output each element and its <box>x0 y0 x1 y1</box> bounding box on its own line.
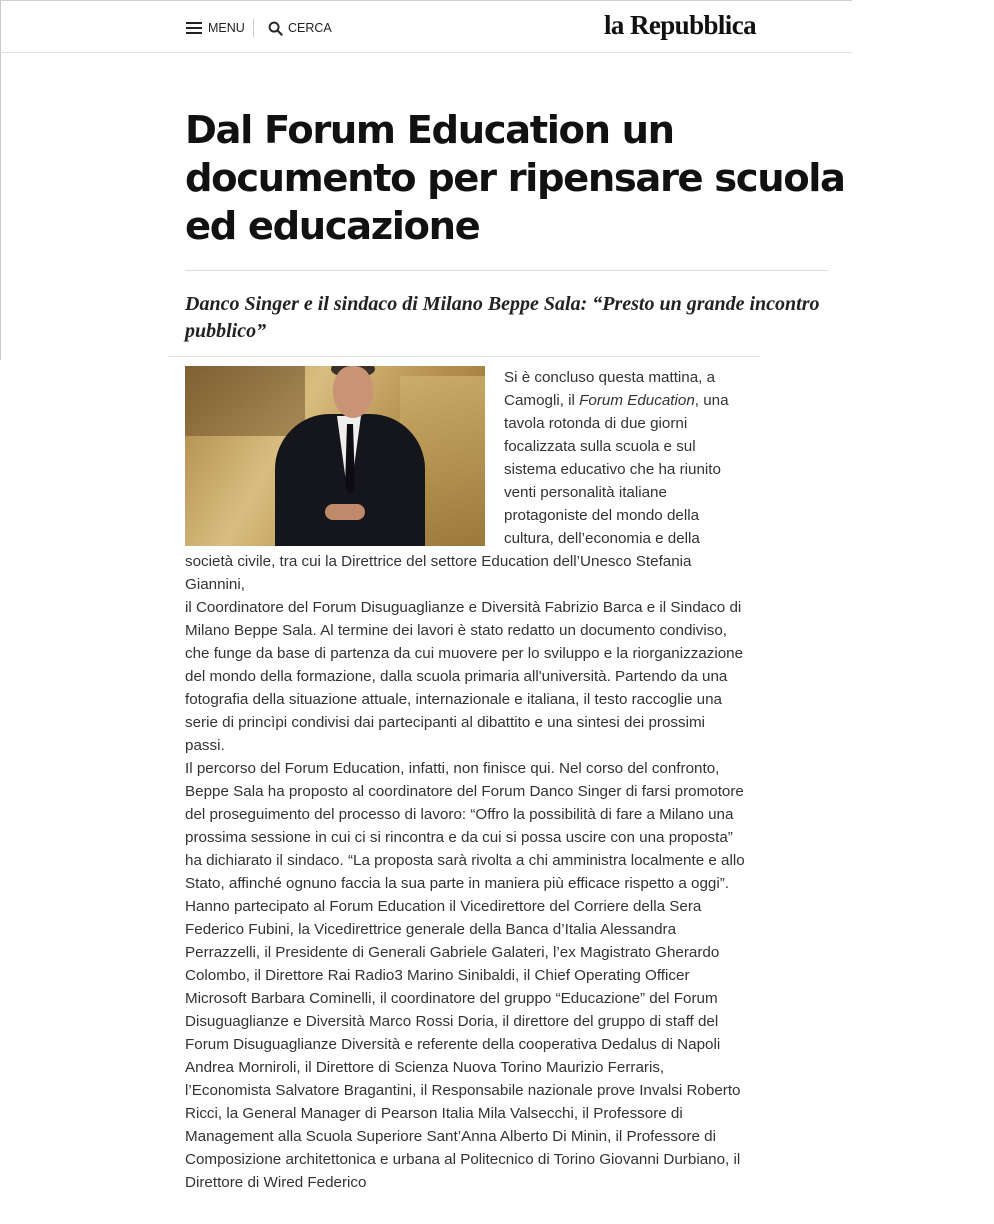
search-label: CERCA <box>288 21 332 35</box>
article-photo[interactable] <box>185 366 485 546</box>
article-paragraph-2: il Coordinatore del Forum Disuguaglianze e Diversità Fabrizio Barca e il Sindaco di Milano Beppe Sala. Al termine dei lavori è stato redatto un documento condiviso, che funge da base di partenza da cui muovere per lo sviluppo e la riorganizzazione del mondo della formazione, dalla scuola primaria all'università. Partendo da una fotografia della situazione attuale, internazionale e italiana, il testo raccoglie una serie di princìpi condivisi dai partecipanti al dibattito e una sintesi dei prossimi passi. <box>185 599 744 754</box>
page-left-border <box>0 0 1 360</box>
article-paragraph-3: Il percorso del Forum Education, infatti, non finisce qui. Nel corso del confronto, Beppe Sala ha proposto al coordinatore del Forum Danco Singer di farsi promotore del proseguimento del processo di lavoro: “Offro la possibilità di fare a Milano una prossima sessione in cui ci si rincontra e da cui si possa uscire con una proposta” ha dichiarato il sindaco. “La proposta sarà rivolta a chi amministra localmente e allo Stato, affinché ognuno faccia la sua parte in maniera più efficace rispetto a oggi”. <box>185 760 745 892</box>
hamburger-icon <box>186 22 202 34</box>
menu-button[interactable] <box>186 19 245 37</box>
header-divider <box>253 19 254 37</box>
headline-divider <box>185 270 828 271</box>
site-logo[interactable]: la Repubblica <box>604 10 756 40</box>
article-paragraph-1: Si è concluso questa mattina, a Camogli, il Forum Education, una tavola rotonda di due giorni focalizzata sulla scuola e sul sistema educativo che ha riunito venti personalità italiane protagoniste del mondo della cultura, dell’economia e della società civile, tra cui la Direttrice del settore Education dell’Unesco Stefania Giannini, <box>185 369 729 593</box>
top-header <box>0 0 852 53</box>
article-subtitle: Danco Singer e il sindaco di Milano Beppe Sala: “Presto un grande incontro pubblico” <box>185 293 820 342</box>
forum-education-emphasis: Forum Education <box>579 392 695 409</box>
search-button[interactable] <box>268 19 332 37</box>
menu-label: MENU <box>208 21 245 35</box>
subtitle-divider <box>168 356 760 357</box>
search-icon <box>268 21 283 36</box>
article-headline: Dal Forum Education un documento per ripensare scuola ed educazione <box>185 108 845 249</box>
article-body <box>185 366 745 1194</box>
article-paragraph-4: Hanno partecipato al Forum Education il Vicedirettore del Corriere della Sera Federico Fubini, la Vicedirettrice generale della Banca d’Italia Alessandra Perrazzelli, il Presidente di Generali Gabriele Galateri, l’ex Magistrato Gherardo Colombo, il Direttore Rai Radio3 Marino Sinibaldi, il Chief Operating Officer Microsoft Barbara Cominelli, il coordinatore del gruppo “Educazione” del Forum Disuguaglianze e Diversità Marco Rossi Doria, il direttore del gruppo di staff del Forum Disuguaglianze Diversità e referente della cooperativa Dedalus di Napoli Andrea Morniroli, il Direttore di Scienza Nuova Torino Maurizio Ferraris, l’Economista Salvatore Bragantini, il Responsabile nazionale prove Invalsi Roberto Ricci, la General Manager di Pearson Italia Mila Valsecchi, il Professore di Management alla Scuola Superiore Sant’Anna Alberto Di Minin, il Professore di Composizione architettonica e urbana al Politecnico di Torino Giovanni Durbiano, il Direttore di Wired Federico <box>185 898 741 1191</box>
